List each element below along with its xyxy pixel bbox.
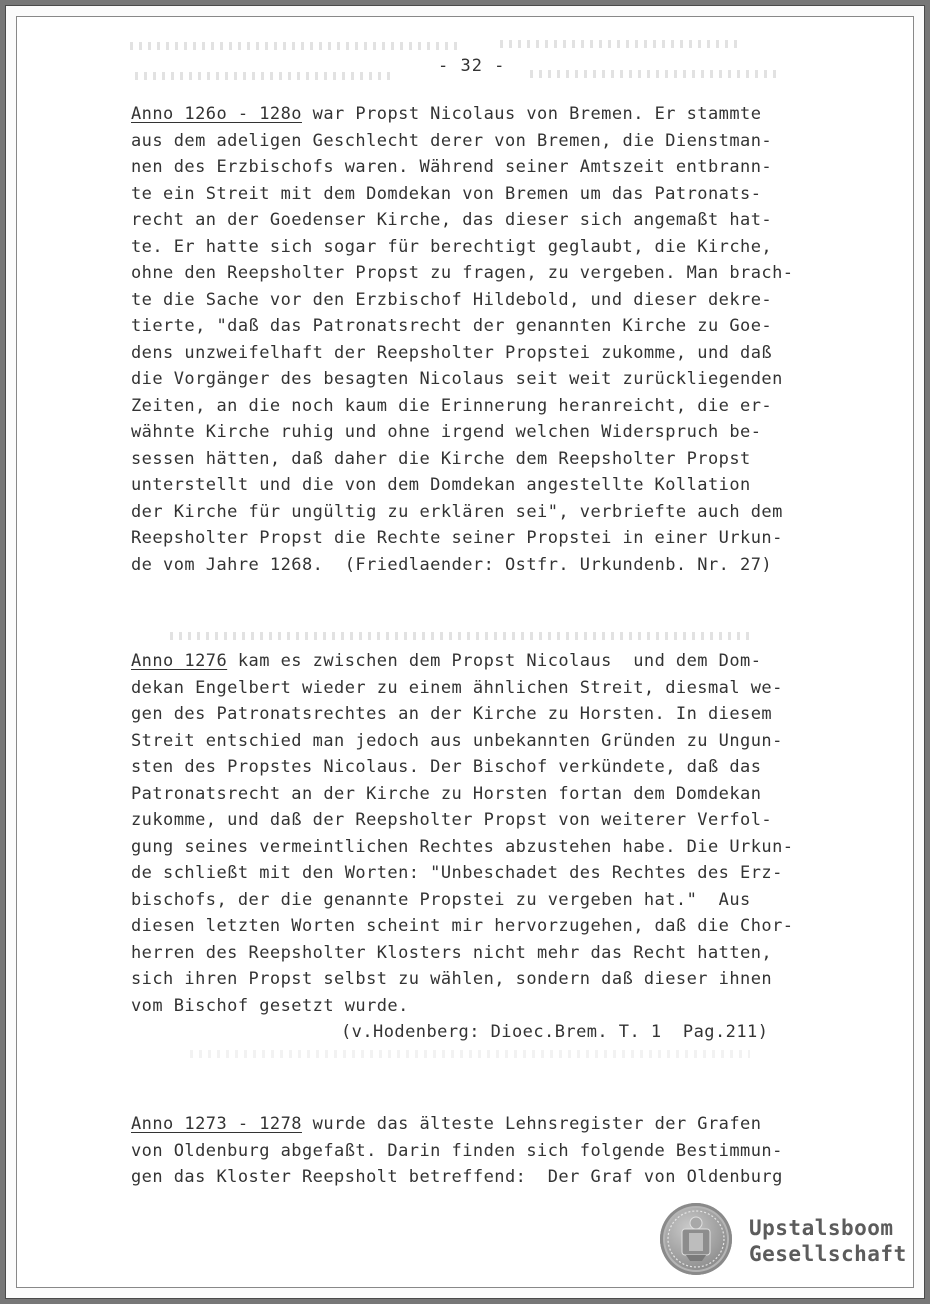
text-line: Zeiten, an die noch kaum die Erinnerung heranreicht, die er-: [131, 395, 773, 416]
citation: (v.Hodenberg: Dioec.Brem. T. 1 Pag.211): [341, 1022, 769, 1042]
section-1276: [131, 648, 821, 1046]
seal-icon: [660, 1203, 732, 1275]
text-line: nen des Erzbischofs waren. Während seiner Amtszeit entbrann-: [131, 157, 773, 177]
text-line: de schließt mit den Worten: "Unbeschadet des Rechtes des Erz-: [131, 863, 783, 883]
scan-noise: [530, 70, 780, 78]
brand-name: [749, 1215, 907, 1267]
text-line: dens unzweifelhaft der Reepsholter Propstei zukomme, und daß: [131, 342, 773, 363]
text-line: gen des Patronatsrechtes an der Kirche zu Horsten. In diesem: [131, 704, 773, 724]
scan-noise: [170, 632, 750, 640]
text-line: aus dem adeligen Geschlecht derer von Bremen, die Dienstman-: [131, 130, 773, 151]
line-text: wurde das älteste Lehnsregister der Grafen: [301, 1114, 762, 1134]
text-line: te. Er hatte sich sogar für berechtigt geglaubt, die Kirche,: [131, 236, 773, 257]
text-line: te ein Streit mit dem Domdekan von Bremen um das Patronats-: [131, 183, 762, 204]
scan-noise: [500, 40, 740, 48]
text-line: Patronatsrecht an der Kirche zu Horsten fortan dem Domdekan: [131, 783, 762, 804]
line-text: kam es zwischen dem Propst Nicolaus und dem Dom-: [227, 651, 762, 671]
text-line: herren des Reepsholter Klosters nicht mehr das Recht hatten,: [131, 942, 773, 963]
text-line: tierte, "daß das Patronatsrecht der genannten Kirche zu Goe-: [131, 316, 773, 336]
text-line: Streit entschied man jedoch aus unbekannten Gründen zu Ungun-: [131, 730, 783, 751]
brand-line-1: Upstalsboom: [749, 1216, 894, 1240]
text-line: recht an der Goedenser Kirche, das dieser sich angemaßt hat-: [131, 210, 773, 230]
text-line: [131, 648, 821, 675]
text-line: der Kirche für ungültig zu erklären sei", verbriefte auch dem: [131, 501, 783, 522]
text-line: dekan Engelbert wieder zu einem ähnlichen Streit, diesmal we-: [131, 677, 783, 698]
text-line: wähnte Kirche ruhig und ohne irgend welchen Widerspruch be-: [131, 422, 762, 442]
text-line: die Vorgänger des besagten Nicolaus seit weit zurückliegenden: [131, 369, 783, 389]
section-heading: Anno 1276: [131, 651, 228, 671]
line-text: war Propst Nicolaus von Bremen. Er stammte: [301, 104, 762, 124]
scan-noise: [190, 1050, 750, 1058]
text-line: unterstellt und die von dem Domdekan angestellte Kollation: [131, 475, 751, 495]
text-line: vom Bischof gesetzt wurde.: [131, 995, 409, 1016]
text-line: diesen letzten Worten scheint mir hervorzugehen, daß die Chor-: [131, 916, 794, 936]
text-line: ohne den Reepsholter Propst zu fragen, zu vergeben. Man brach-: [131, 263, 794, 283]
text-line: bischofs, der die genannte Propstei zu vergeben hat." Aus: [131, 889, 751, 910]
text-line: [131, 101, 821, 128]
text-line: sten des Propstes Nicolaus. Der Bischof verkündete, daß das: [131, 757, 762, 777]
text-line: te die Sache vor den Erzbischof Hildebold, und dieser dekre-: [131, 289, 773, 310]
text-line: sich ihren Propst selbst zu wählen, sondern daß dieser ihnen: [131, 969, 773, 989]
page-number: - 32 -: [438, 56, 506, 76]
section-1273: [131, 1111, 821, 1191]
text-line: de vom Jahre 1268. (Friedlaender: Ostfr. Urkundenb. Nr. 27): [131, 554, 773, 575]
brand-line-2: Gesellschaft: [749, 1242, 907, 1266]
section-1260: [131, 101, 821, 578]
text-line: gung seines vermeintlichen Rechtes abzustehen habe. Die Urkun-: [131, 836, 794, 857]
scan-noise: [130, 42, 460, 50]
text-line: von Oldenburg abgefaßt. Darin finden sich folgende Bestimmun-: [131, 1140, 783, 1161]
text-line: zukomme, und daß der Reepsholter Propst von weiterer Verfol-: [131, 810, 773, 830]
scan-noise: [135, 72, 395, 80]
section-heading: Anno 1273 - 1278: [131, 1114, 302, 1134]
text-line: gen das Kloster Reepsholt betreffend: Der Graf von Oldenburg: [131, 1167, 783, 1187]
section-heading: Anno 126o - 128o: [131, 104, 302, 124]
text-line: sessen hätten, daß daher die Kirche dem Reepsholter Propst: [131, 448, 751, 469]
text-line: Reepsholter Propst die Rechte seiner Propstei in einer Urkun-: [131, 528, 783, 548]
upstalsboom-logo: [660, 1203, 732, 1275]
text-line: [131, 1111, 821, 1138]
